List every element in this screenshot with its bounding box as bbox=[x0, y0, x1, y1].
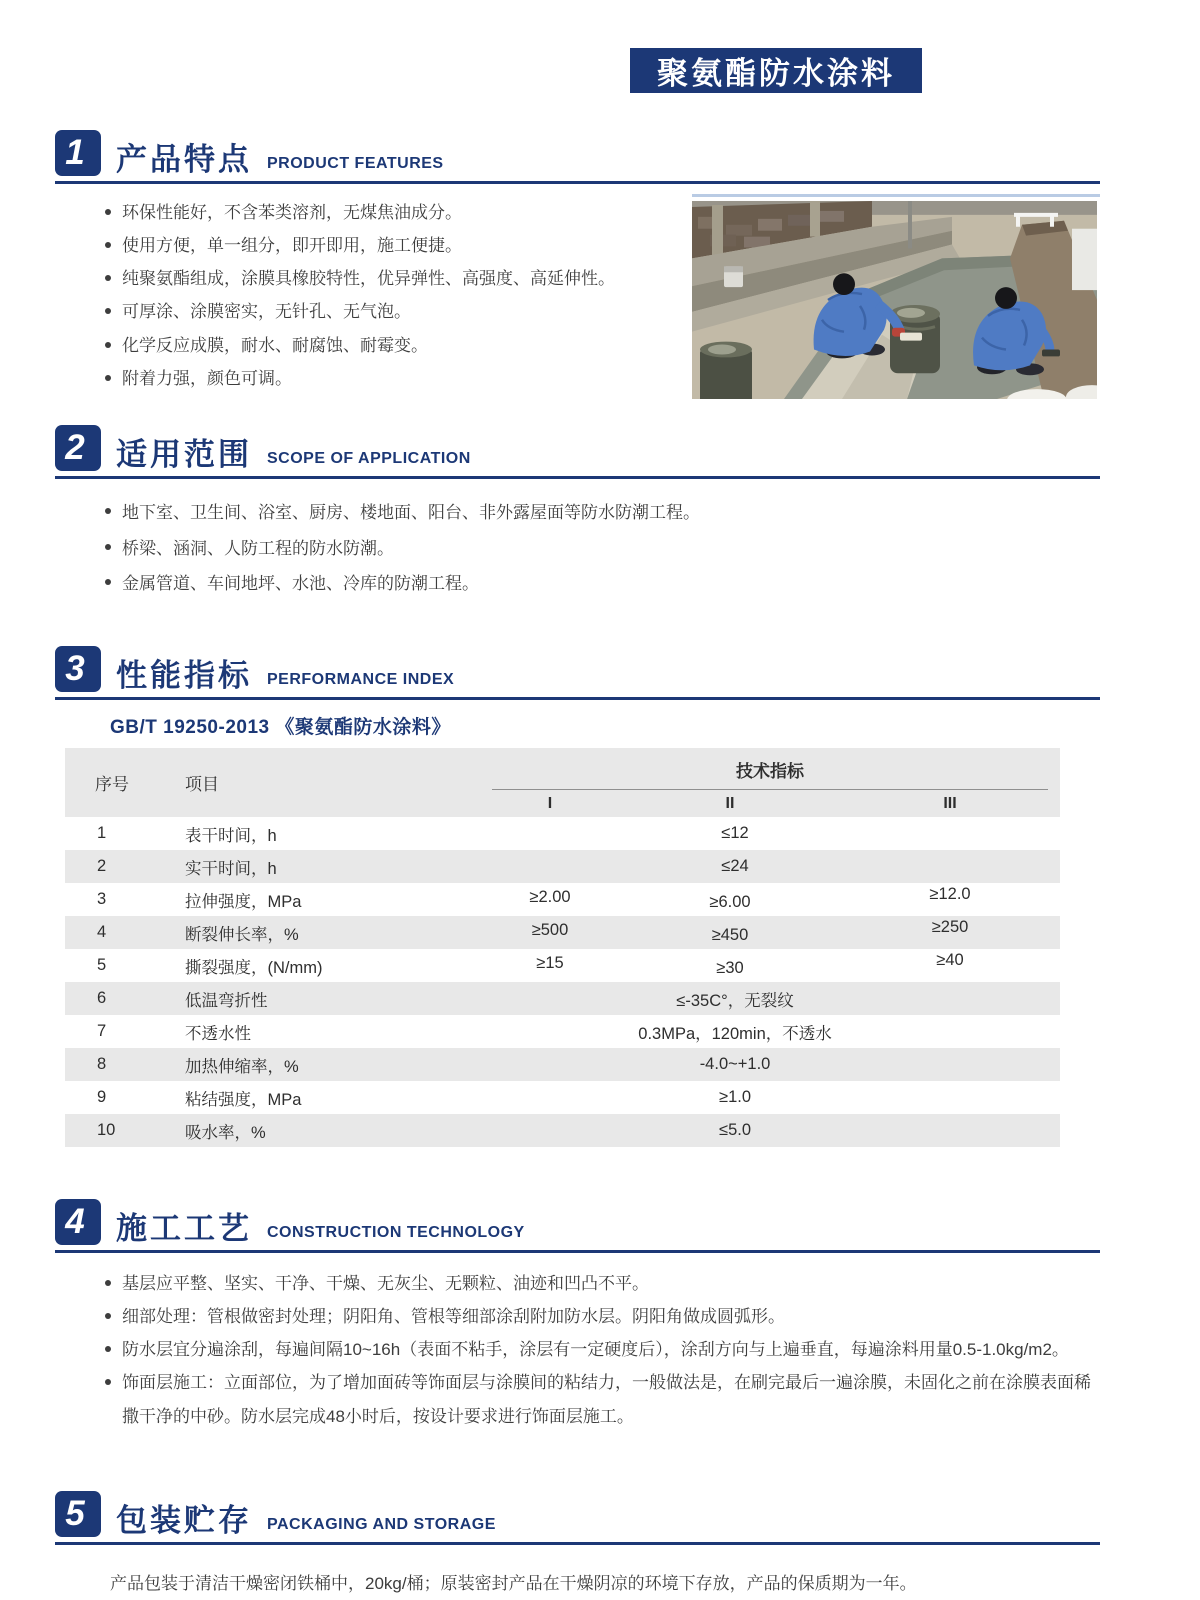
features-body bbox=[55, 194, 1100, 399]
bullet-text: 使用方便，单一组分，即开即用，施工便捷。 bbox=[122, 236, 462, 256]
col-header-item: 项目 bbox=[185, 748, 480, 817]
table-row bbox=[65, 982, 1060, 1015]
table-row bbox=[65, 817, 1060, 850]
bullet-text: 防水层宜分遍涂刮，每遍间隔10~16h（表面不粘手，涂层有一定硬度后），涂刮方向与上遍垂直，每遍涂料用量0.5-1.0kg/m2。 bbox=[122, 1340, 1069, 1360]
row-item: 断裂伸长率，% bbox=[185, 925, 299, 944]
scope-header bbox=[55, 425, 1100, 479]
section-title: 施工工艺 bbox=[116, 1211, 252, 1247]
section-performance bbox=[55, 646, 1100, 1147]
table-row bbox=[65, 1015, 1060, 1048]
section-subtitle-en: PACKAGING AND STORAGE bbox=[267, 1515, 496, 1533]
section-title: 性能指标 bbox=[116, 658, 252, 694]
table-row bbox=[65, 1048, 1060, 1081]
bullet-text: 金属管道、车间地坪、水池、冷库的防潮工程。 bbox=[122, 574, 479, 594]
row-seq: 7 bbox=[97, 1022, 107, 1041]
bullet-item bbox=[105, 196, 692, 229]
row-value: ≤-35C°，无裂纹 bbox=[676, 991, 794, 1010]
row-value: ≥1.0 bbox=[719, 1088, 752, 1107]
table-row bbox=[65, 1081, 1060, 1114]
bullet-icon bbox=[105, 308, 111, 314]
bullet-text: 化学反应成膜，耐水、耐腐蚀、耐霉变。 bbox=[122, 335, 428, 355]
section-subtitle-en: CONSTRUCTION TECHNOLOGY bbox=[267, 1224, 525, 1242]
application-photo bbox=[692, 194, 1100, 399]
section-number-badge: 3 bbox=[55, 646, 101, 692]
bullet-item bbox=[105, 362, 692, 395]
bullet-icon bbox=[105, 275, 111, 281]
section-number-badge: 5 bbox=[55, 1491, 101, 1537]
bullet-text: 桥梁、涵洞、人防工程的防水防潮。 bbox=[122, 538, 394, 558]
bullet-icon bbox=[105, 342, 111, 348]
row-item: 低温弯折性 bbox=[185, 991, 268, 1010]
bullet-item bbox=[105, 495, 1100, 531]
row-seq: 2 bbox=[97, 857, 107, 876]
bullet-item bbox=[105, 1333, 1100, 1366]
features-header bbox=[55, 130, 1100, 184]
row-value: ≥2.00 bbox=[529, 888, 571, 907]
row-seq: 4 bbox=[97, 923, 107, 942]
section-construction bbox=[55, 1199, 1100, 1433]
section-number-badge: 2 bbox=[55, 425, 101, 471]
row-item: 实干时间，h bbox=[185, 859, 277, 878]
product-title: 聚氨酯防水涂料 bbox=[630, 48, 922, 93]
workers-coating-roof-illustration bbox=[692, 201, 1097, 399]
scope-list bbox=[55, 495, 1100, 602]
row-value: ≥15 bbox=[536, 954, 564, 973]
row-value: ≥12.0 bbox=[929, 885, 971, 904]
row-value: -4.0~+1.0 bbox=[699, 1055, 771, 1074]
section-title: 产品特点 bbox=[116, 142, 252, 177]
col-header-level-2: II bbox=[620, 790, 840, 817]
row-value: ≥40 bbox=[936, 951, 964, 970]
section-title: 适用范围 bbox=[116, 437, 252, 472]
bullet-text: 可厚涂、涂膜密实，无针孔、无气泡。 bbox=[122, 302, 411, 322]
table-row bbox=[65, 949, 1060, 982]
row-value: ≤12 bbox=[721, 824, 749, 843]
table-row bbox=[65, 1114, 1060, 1147]
performance-table-head bbox=[65, 748, 1060, 817]
row-value: ≥450 bbox=[711, 926, 749, 945]
row-item: 粘结强度，MPa bbox=[185, 1090, 302, 1109]
col-header-level-3: III bbox=[840, 790, 1060, 817]
row-seq: 6 bbox=[97, 989, 107, 1008]
bullet-item bbox=[105, 329, 692, 362]
row-item: 不透水性 bbox=[185, 1024, 251, 1043]
performance-table bbox=[65, 748, 1060, 1147]
row-value: ≤24 bbox=[721, 857, 749, 876]
bullet-text: 细部处理：管根做密封处理；阴阳角、管根等细部涂刮附加防水层。阴阳角做成圆弧形。 bbox=[122, 1307, 785, 1327]
packaging-text: 产品包装于清洁干燥密闭铁桶中，20kg/桶；原装密封产品在干燥阴凉的环境下存放，产品的保质期为一年。 bbox=[110, 1573, 917, 1593]
bullet-icon bbox=[105, 508, 111, 514]
bullet-text: 环保性能好，不含苯类溶剂，无煤焦油成分。 bbox=[122, 203, 462, 222]
row-item: 拉伸强度，MPa bbox=[185, 892, 302, 911]
section-number-badge: 4 bbox=[55, 1199, 101, 1245]
tech-index-label: 技术指标 bbox=[492, 748, 1048, 790]
row-value: 0.3MPa，120min，不透水 bbox=[638, 1024, 832, 1043]
section-subtitle-en: SCOPE OF APPLICATION bbox=[267, 450, 471, 467]
bullet-icon bbox=[105, 209, 111, 215]
bullet-text: 饰面层施工：立面部位，为了增加面砖等饰面层与涂膜间的粘结力，一般做法是，在刷完最后一遍涂膜，未固化之前在涂膜表面稀撒干净的中砂。防水层完成48小时后，按设计要求进行饰面层施工。 bbox=[122, 1373, 1091, 1426]
construction-header bbox=[55, 1199, 1100, 1253]
performance-table-body bbox=[65, 817, 1060, 1147]
bullet-item bbox=[105, 531, 1100, 567]
performance-header bbox=[55, 646, 1100, 700]
bullet-item bbox=[105, 1267, 1100, 1300]
bullet-icon bbox=[105, 1280, 111, 1286]
bullet-text: 纯聚氨酯组成，涂膜具橡胶特性，优异弹性、高强度、高延伸性。 bbox=[122, 269, 615, 289]
row-value: ≥6.00 bbox=[709, 893, 751, 912]
bullet-icon bbox=[105, 579, 111, 585]
bullet-icon bbox=[105, 375, 111, 381]
bullet-icon bbox=[105, 1313, 111, 1319]
row-item: 表干时间，h bbox=[185, 826, 277, 845]
bullet-item bbox=[105, 1366, 1100, 1432]
section-features bbox=[55, 130, 1100, 399]
bullet-item bbox=[105, 295, 692, 328]
bullet-text: 地下室、卫生间、浴室、厨房、楼地面、阳台、非外露屋面等防水防潮工程。 bbox=[122, 503, 700, 522]
features-list bbox=[55, 194, 692, 399]
row-seq: 10 bbox=[97, 1121, 116, 1140]
standard-reference: GB/T 19250-2013 《聚氨酯防水涂料》 bbox=[110, 717, 451, 739]
col-header-seq: 序号 bbox=[65, 748, 185, 817]
bullet-item bbox=[105, 262, 692, 295]
bullet-icon bbox=[105, 544, 111, 550]
bullet-item bbox=[105, 566, 1100, 602]
row-value: ≤5.0 bbox=[719, 1121, 752, 1140]
bullet-text: 基层应平整、坚实、干净、干燥、无灰尘、无颗粒、油迹和凹凸不平。 bbox=[122, 1274, 649, 1294]
section-title: 包装贮存 bbox=[116, 1502, 252, 1538]
bullet-icon bbox=[105, 242, 111, 248]
bullet-item bbox=[105, 229, 692, 262]
bullet-item bbox=[105, 1300, 1100, 1333]
row-value: ≥500 bbox=[531, 921, 569, 940]
row-seq: 3 bbox=[97, 890, 107, 909]
row-seq: 9 bbox=[97, 1088, 107, 1107]
section-subtitle-en: PERFORMANCE INDEX bbox=[267, 671, 455, 689]
bullet-icon bbox=[105, 1346, 111, 1352]
section-number-badge: 1 bbox=[55, 130, 101, 176]
row-item: 撕裂强度，(N/mm) bbox=[185, 958, 323, 977]
construction-list bbox=[55, 1267, 1100, 1433]
packaging-header bbox=[55, 1491, 1100, 1545]
row-seq: 5 bbox=[97, 956, 107, 975]
row-item: 加热伸缩率，% bbox=[185, 1057, 299, 1076]
row-value: ≥30 bbox=[716, 959, 744, 978]
section-packaging bbox=[55, 1491, 1100, 1594]
bullet-icon bbox=[105, 1379, 111, 1385]
section-scope bbox=[55, 425, 1100, 602]
row-seq: 8 bbox=[97, 1055, 107, 1074]
section-subtitle-en: PRODUCT FEATURES bbox=[267, 155, 444, 172]
row-value: ≥250 bbox=[931, 918, 969, 937]
col-header-tech bbox=[480, 748, 1060, 790]
bullet-text: 附着力强，颜色可调。 bbox=[122, 368, 292, 388]
col-header-level-1: I bbox=[480, 790, 620, 817]
row-seq: 1 bbox=[97, 824, 107, 843]
row-item: 吸水率，% bbox=[185, 1123, 266, 1142]
